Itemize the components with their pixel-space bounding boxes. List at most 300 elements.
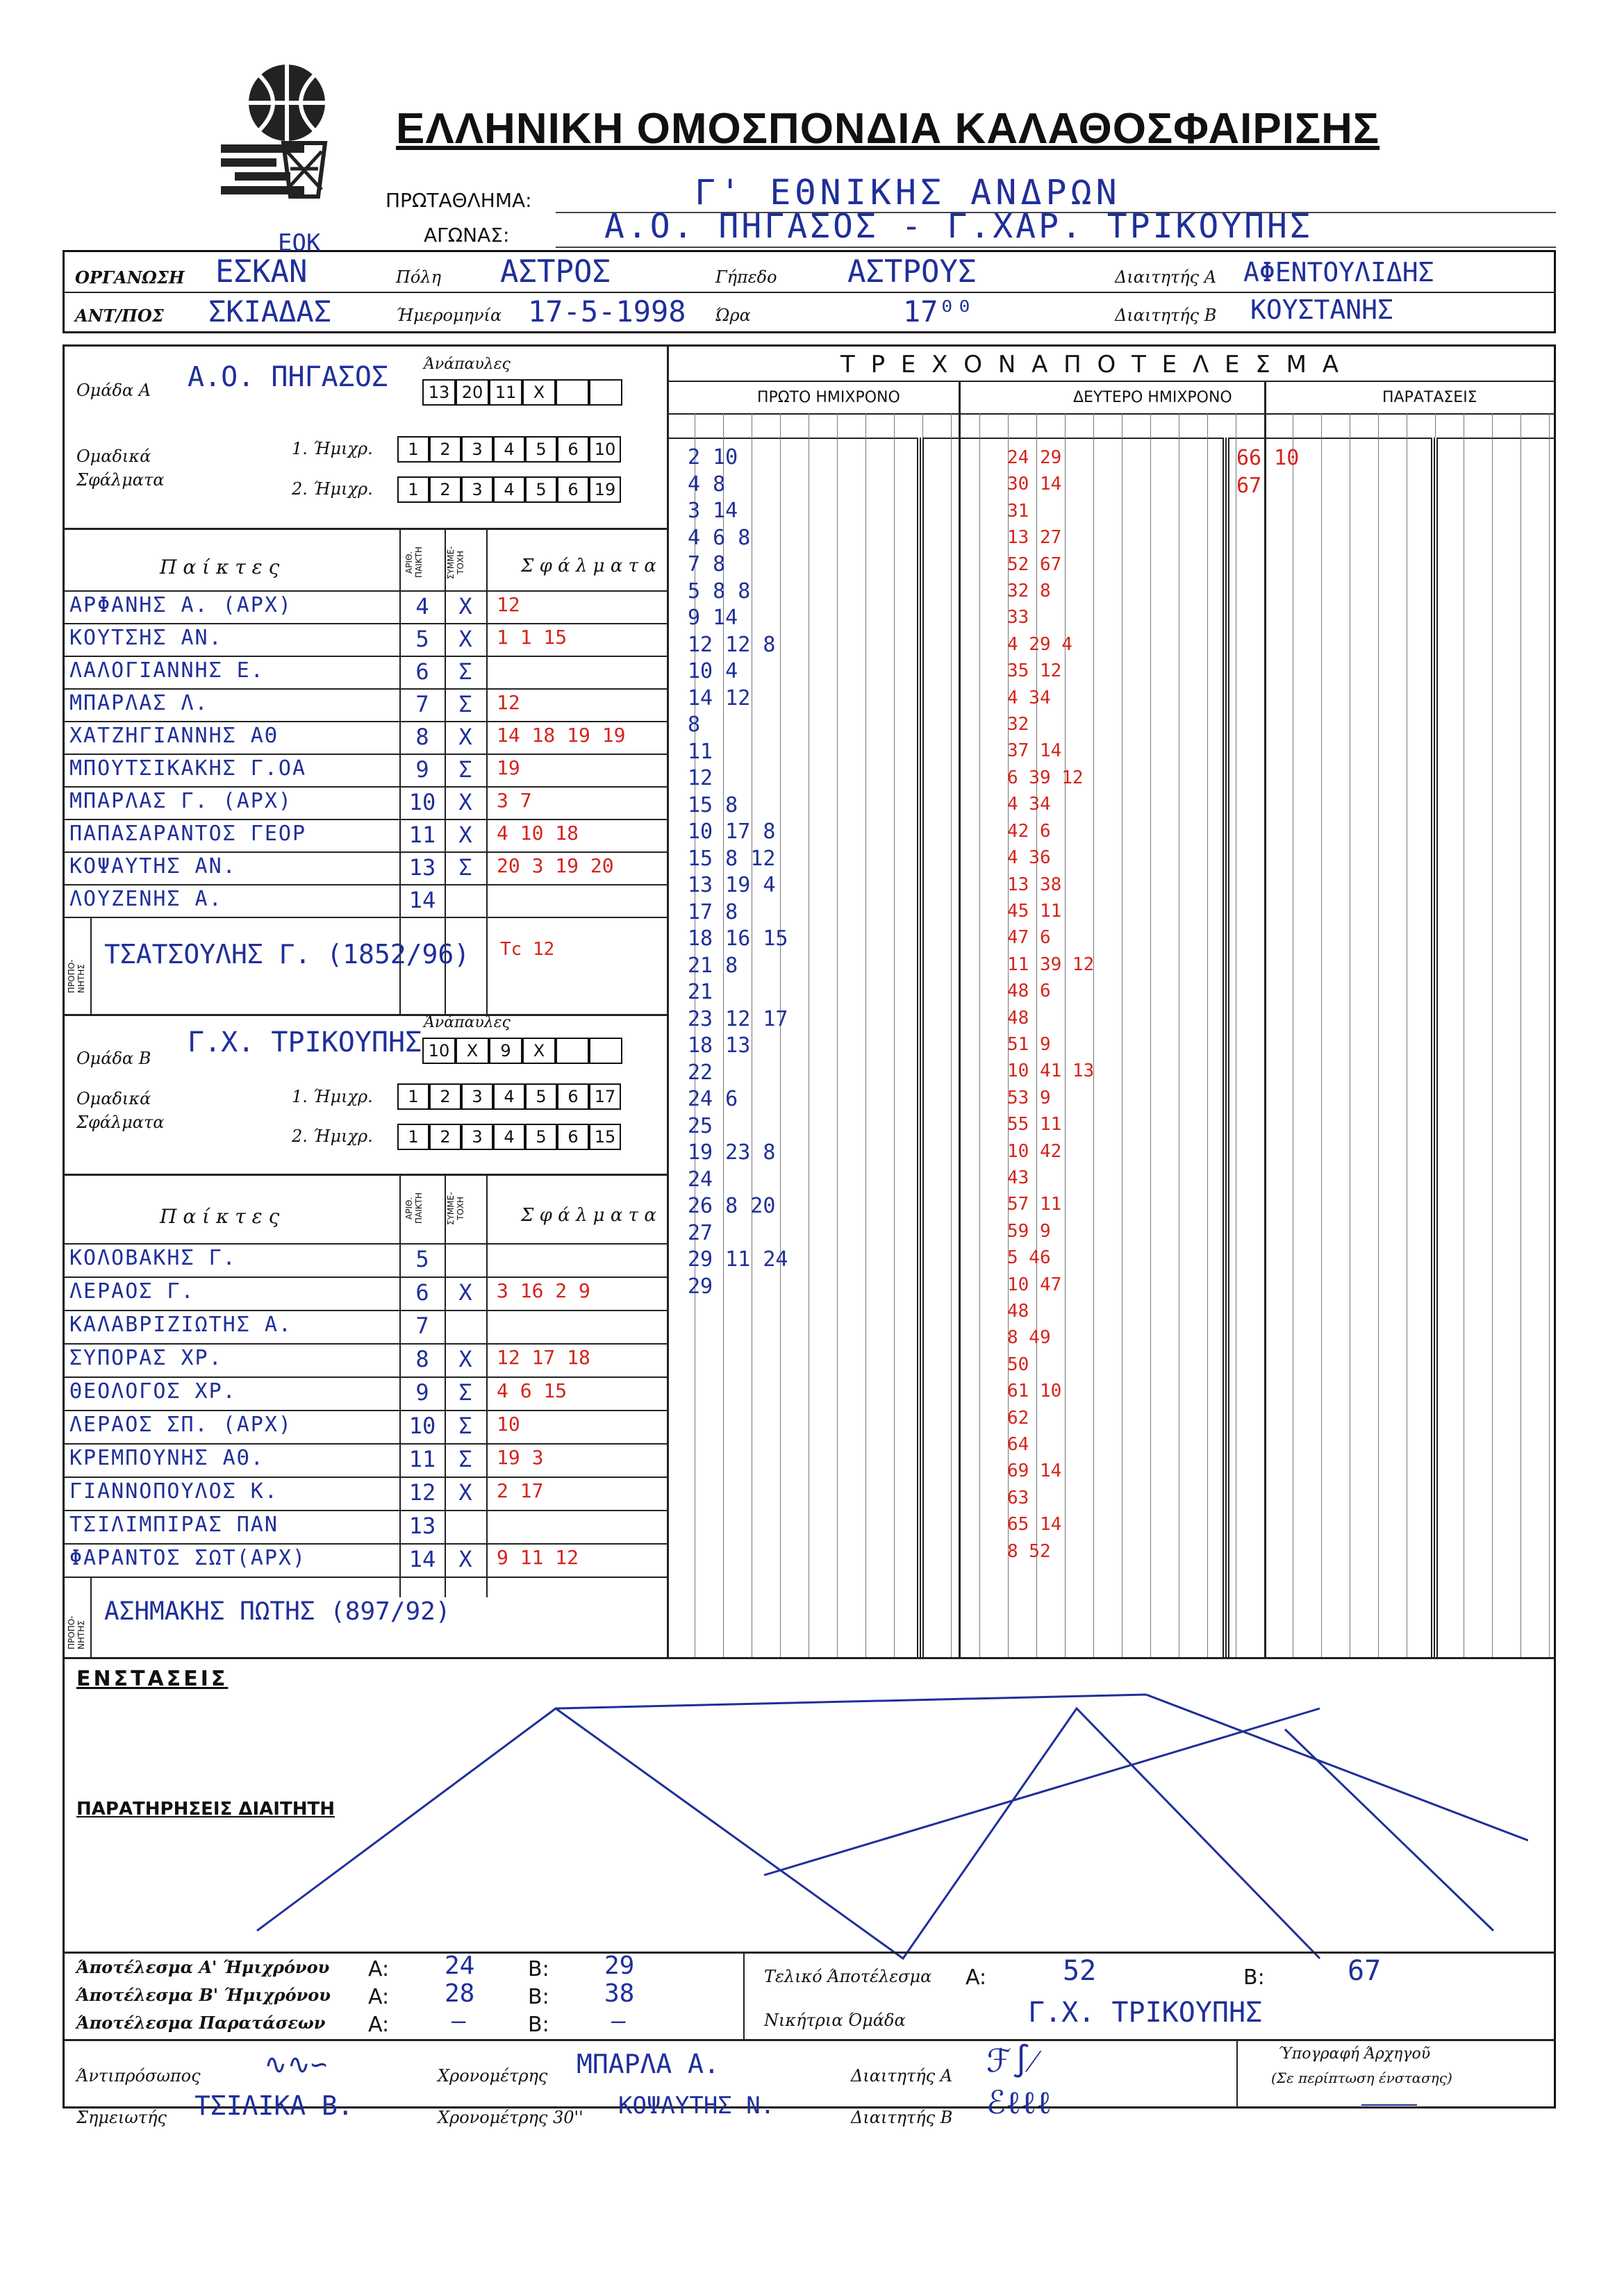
team-b-half1-label: 1. Ήμιχρ. xyxy=(292,1087,373,1106)
timer30-value: ΚΟΨΑΥΤΗΣ Ν. xyxy=(618,2092,775,2120)
cell: 9 xyxy=(489,1038,522,1064)
row-divider xyxy=(63,721,667,722)
ref-a-label: Διαιτητής A xyxy=(1115,267,1217,287)
cell: 11 xyxy=(489,379,522,406)
score-entry: 35 12 xyxy=(1007,660,1062,682)
half2-b-label: B: xyxy=(528,1985,549,2009)
overtime-header: ΠΑΡΑΤΑΣΕΙΣ xyxy=(1382,389,1477,406)
row-divider xyxy=(63,1410,667,1411)
score-entry: 17 8 xyxy=(688,899,738,924)
half-divider xyxy=(1264,381,1266,1657)
score-entry: 48 xyxy=(1007,1007,1029,1029)
score-entry: 62 xyxy=(1007,1407,1029,1429)
player-fouls: 12 17 18 xyxy=(497,1346,590,1369)
team-b-fouls-header: Σ φ ά λ μ α τ α xyxy=(521,1205,656,1226)
half2-result-label: Άποτέλεσμα Β' Ήμιχρόνου xyxy=(76,1985,331,2005)
team-a-half2-label: 2. Ήμιχρ. xyxy=(292,479,373,499)
grid-line xyxy=(979,413,980,1657)
player-participation: X xyxy=(458,724,472,750)
player-number: 14 xyxy=(408,887,436,913)
championship-label: ΠΡΩΤΑΘΛΗΜΑ: xyxy=(386,189,532,212)
score-entry: 10 4 xyxy=(688,659,738,683)
half1-a-label: A: xyxy=(368,1957,390,1981)
score-entry: 5 46 xyxy=(1007,1247,1051,1269)
team-a-half1-label: 1. Ήμιχρ. xyxy=(292,439,373,458)
score-entry: 47 6 xyxy=(1007,927,1051,949)
score-entry: 18 13 xyxy=(688,1033,751,1058)
captain-label: Ύπογραφή Άρχηγοῦ xyxy=(1278,2045,1431,2063)
score-entry: 29 11 24 xyxy=(688,1247,788,1272)
half1-b-value: 29 xyxy=(604,1952,635,1980)
score-entry: 53 9 xyxy=(1007,1087,1051,1108)
player-participation: X xyxy=(458,1479,472,1506)
ref-b-value: ΚΟΥΣΤΑΝΗΣ xyxy=(1250,294,1393,325)
player-name: ΦΑΡΑΝΤΟΣ ΣΩΤ(ΑΡΧ) xyxy=(69,1546,307,1570)
score-entry: 10 17 8 xyxy=(688,820,776,844)
cell: X xyxy=(522,1038,556,1064)
score-entry: 52 67 xyxy=(1007,554,1062,575)
team-b-team-fouls-label: Ομαδικά Σφάλματα xyxy=(76,1089,165,1132)
player-number: 12 xyxy=(408,1479,436,1506)
score-entry: 15 8 xyxy=(688,792,738,817)
score-entry: 7 8 xyxy=(688,552,726,576)
row-divider xyxy=(63,819,667,820)
score-entry: 8 49 xyxy=(1007,1327,1051,1349)
cell: 10 xyxy=(589,436,621,463)
player-fouls: 14 18 19 19 xyxy=(497,724,626,747)
cell: X xyxy=(456,1038,489,1064)
cell: 1 xyxy=(397,476,429,503)
player-number: 5 xyxy=(415,626,429,652)
player-name: ΜΠΑΡΛΑΣ Λ. xyxy=(69,691,209,715)
team-b-label: Ομάδα B xyxy=(76,1049,151,1068)
row-divider xyxy=(63,688,667,690)
score-entry: 23 12 17 xyxy=(688,1006,788,1031)
score-entry: 22 xyxy=(688,1060,713,1085)
ot-b-value: — xyxy=(611,2007,626,2035)
row-divider xyxy=(63,884,667,885)
team-a-part-header: ΣΥΜΜΕ-ΤΟΧΗ xyxy=(446,546,465,579)
score-entry: 37 14 xyxy=(1007,740,1062,762)
player-fouls: 12 xyxy=(497,593,520,616)
ot-result-label: Άποτέλεσμα Παρατάσεων xyxy=(76,2013,326,2033)
half1-a-value: 24 xyxy=(445,1952,475,1980)
federation-title: ΕΛΛΗΝΙΚΗ ΟΜΟΣΠΟΝΔΙΑ ΚΑΛΑΘΟΣΦΑΙΡΙΣΗΣ xyxy=(396,105,1380,153)
city-label: Πόλη xyxy=(396,267,441,287)
team-b-coach-label: ΠΡΟΠΟ-ΝΗΤΗΣ xyxy=(67,1615,86,1649)
row-divider xyxy=(63,851,667,853)
federation-logo xyxy=(221,61,339,200)
player-number: 11 xyxy=(408,822,436,848)
rep-signature: ∿∿∽ xyxy=(264,2049,328,2081)
winner-label: Νικήτρια Όμάδα xyxy=(764,2011,906,2030)
team-b-half2-label: 2. Ήμιχρ. xyxy=(292,1126,373,1146)
grid-line xyxy=(865,413,866,1657)
player-participation: X xyxy=(458,1346,472,1372)
player-participation: Σ xyxy=(458,1446,472,1472)
player-fouls: 3 16 2 9 xyxy=(497,1279,590,1302)
player-fouls: 3 7 xyxy=(497,789,532,812)
row-divider xyxy=(63,1443,667,1445)
player-number: 11 xyxy=(408,1446,436,1472)
org-note: ΕΟΚ xyxy=(278,229,321,257)
score-entry: 64 xyxy=(1007,1434,1029,1456)
score-entry: 4 34 xyxy=(1007,794,1051,815)
player-name: ΛΕΡΑΟΣ ΣΠ. (ΑΡΧ) xyxy=(69,1413,292,1437)
score-entry: 31 xyxy=(1007,500,1029,522)
grid-line xyxy=(1492,413,1493,1657)
score-entry: 14 12 xyxy=(688,685,751,710)
half1-b-label: B: xyxy=(528,1957,549,1981)
score-entry: 67 xyxy=(1236,474,1262,498)
cell: 4 xyxy=(493,436,525,463)
second-half-header: ΔΕΥΤΕΡΟ ΗΜΙΧΡΟΝΟ xyxy=(1073,389,1232,406)
row-divider xyxy=(63,786,667,788)
team-b-players-header: Π α ί κ τ ε ς xyxy=(160,1205,280,1228)
player-number: 4 xyxy=(415,593,429,619)
player-name: ΜΠΑΡΛΑΣ Γ. (ΑΡΧ) xyxy=(69,789,292,813)
player-participation: Σ xyxy=(458,691,472,717)
ref-b-label: Διαιτητής B xyxy=(1115,306,1217,325)
cell: 2 xyxy=(429,1083,461,1110)
cell: 2 xyxy=(429,1124,461,1150)
match-label: ΑΓΩΝΑΣ: xyxy=(424,224,510,247)
scorer-value: ΤΣΙΛΙΚΑ Β. xyxy=(194,2090,354,2121)
score-entry: 5 8 8 xyxy=(688,579,751,604)
score-entry: 10 41 13 xyxy=(1007,1060,1095,1082)
ref-a-signature: ℱ∫⁄ xyxy=(986,2042,1036,2079)
half2-a-label: A: xyxy=(368,1985,390,2009)
player-name: ΛΟΥΖΕΝΗΣ Α. xyxy=(69,887,223,911)
player-name: ΚΟΛΟΒΑΚΗΣ Γ. xyxy=(69,1246,237,1270)
match-value: Α.Ο. ΠΗΓΑΣΟΣ - Γ.ΧΑΡ. ΤΡΙΚΟΥΠΗΣ xyxy=(604,207,1313,246)
score-entry: 3 14 xyxy=(688,499,738,523)
score-entry: 10 42 xyxy=(1007,1140,1062,1162)
org-value: ΕΣΚΑΝ xyxy=(215,254,308,290)
cell: 3 xyxy=(461,1124,493,1150)
score-entry: 13 27 xyxy=(1007,527,1062,549)
org-label: ΟΡΓΑΝΩΣΗ xyxy=(75,267,185,288)
score-entry: 29 xyxy=(688,1274,713,1299)
row-divider xyxy=(63,1376,667,1378)
cell: 15 xyxy=(589,1124,621,1150)
final-a-label: A: xyxy=(966,1965,987,1990)
cell: 13 xyxy=(422,379,456,406)
score-entry: 24 29 xyxy=(1007,447,1062,468)
player-name: ΜΠΟΥΤΣΙΚΑΚΗΣ Γ.ΟΑ xyxy=(69,756,307,781)
player-number: 5 xyxy=(415,1246,429,1272)
player-participation: X xyxy=(458,822,472,848)
cell: 6 xyxy=(557,1124,589,1150)
score-entry: 4 8 xyxy=(688,472,726,497)
team-a-coach-fouls: Tc 12 xyxy=(500,939,555,960)
score-entry: 25 xyxy=(688,1113,713,1138)
cell: 2 xyxy=(429,436,461,463)
cell: 1 xyxy=(397,1124,429,1150)
player-name: ΚΡΕΜΠΟΥΝΗΣ ΑΘ. xyxy=(69,1446,265,1470)
score-entry: 10 47 xyxy=(1007,1274,1062,1295)
player-number: 8 xyxy=(415,724,429,750)
player-fouls: 19 xyxy=(497,756,520,779)
team-a-timeouts-label: Άνάπαυλες xyxy=(424,356,511,373)
player-number: 6 xyxy=(415,658,429,685)
ot-a-label: A: xyxy=(368,2013,390,2037)
team-a-fouls-header: Σ φ ά λ μ α τ α xyxy=(521,556,656,576)
team-a-label: Ομάδα A xyxy=(76,381,151,400)
team-b-name: Γ.Χ. ΤΡΙΚΟΥΠΗΣ xyxy=(188,1026,422,1058)
player-name: ΧΑΤΖΗΓΙΑΝΝΗΣ ΑΘ xyxy=(69,724,279,748)
court-value: ΑΣΤΡΟΥΣ xyxy=(847,254,977,290)
player-name: ΣΥΠΟΡΑΣ ΧΡ. xyxy=(69,1346,223,1370)
cell: 3 xyxy=(461,476,493,503)
grid-line xyxy=(1378,413,1379,1657)
overtime-entries xyxy=(1236,444,1334,500)
grid-line xyxy=(837,413,838,1657)
player-number: 7 xyxy=(415,1313,429,1339)
team-b-num-header: ΑΡΙΘ. ΠΑΙΚΤΗ xyxy=(404,1192,424,1224)
score-entry: 61 10 xyxy=(1007,1381,1062,1402)
cell: X xyxy=(522,379,556,406)
player-number: 6 xyxy=(415,1279,429,1306)
score-entry: 21 xyxy=(688,980,713,1004)
cell: 4 xyxy=(493,1124,525,1150)
separator-band xyxy=(1431,438,1438,1657)
separator-band xyxy=(1223,438,1229,1657)
score-entry: 48 6 xyxy=(1007,981,1051,1002)
separator-band xyxy=(917,438,924,1657)
second-half-entries xyxy=(1007,444,1209,1565)
cell: 5 xyxy=(525,436,557,463)
score-entry: 11 39 12 xyxy=(1007,954,1095,975)
player-participation: Σ xyxy=(458,1413,472,1439)
score-entry: 27 xyxy=(688,1220,713,1245)
row-divider xyxy=(63,754,667,755)
city-value: ΑΣΤΡΟΣ xyxy=(500,254,611,290)
score-entry: 13 38 xyxy=(1007,874,1062,895)
cell xyxy=(589,1038,622,1064)
time-label: Ώρα xyxy=(715,306,751,325)
team-b-timeouts-label: Άνάπαυλες xyxy=(424,1014,511,1031)
score-entry: 8 52 xyxy=(1007,1540,1051,1562)
winner-value: Γ.Χ. ΤΡΙΚΟΥΠΗΣ xyxy=(1028,1997,1263,2029)
row-divider xyxy=(63,1543,667,1545)
score-entry: 63 xyxy=(1007,1487,1029,1508)
score-entry: 18 16 15 xyxy=(688,926,788,951)
score-entry: 32 xyxy=(1007,714,1029,735)
referee-notes-label: ΠΑΡΑΤΗΡΗΣΕΙΣ ΔΙΑΙΤΗΤΗ xyxy=(76,1799,335,1820)
player-fouls: 12 xyxy=(497,691,520,714)
cell: 6 xyxy=(557,476,589,503)
score-entry: 48 xyxy=(1007,1301,1029,1322)
score-entry: 4 36 xyxy=(1007,847,1051,869)
player-number: 10 xyxy=(408,789,436,815)
team-b-part-header: ΣΥΜΜΕ-ΤΟΧΗ xyxy=(446,1192,465,1225)
score-entry: 4 34 xyxy=(1007,687,1051,708)
player-fouls: 4 10 18 xyxy=(497,822,579,845)
player-name: ΚΟΨΑΥΤΗΣ ΑΝ. xyxy=(69,854,237,879)
protests-strike-lines xyxy=(208,1667,1528,1979)
timer-label: Χρονομέτρης xyxy=(438,2066,548,2086)
half2-b-value: 38 xyxy=(604,1979,635,2008)
player-participation: X xyxy=(458,626,472,652)
row-divider xyxy=(63,1476,667,1478)
score-entry: 32 8 xyxy=(1007,581,1051,602)
row-divider xyxy=(63,1510,667,1511)
player-fouls: 1 1 15 xyxy=(497,626,567,649)
cell xyxy=(556,379,589,406)
rep-label: ΑΝΤ/ΠΟΣ xyxy=(75,306,164,326)
player-number: 13 xyxy=(408,1513,436,1539)
cell: 6 xyxy=(557,436,589,463)
team-a-name: Α.Ο. ΠΗΓΑΣΟΣ xyxy=(188,361,388,393)
cell: 3 xyxy=(461,436,493,463)
cell: 4 xyxy=(493,1083,525,1110)
grid-line xyxy=(951,413,952,1657)
score-entry: 57 11 xyxy=(1007,1194,1062,1215)
protests-label: ΕΝΣΤΑΣΕΙΣ xyxy=(76,1667,229,1691)
player-number: 9 xyxy=(415,756,429,783)
grid-line xyxy=(1549,413,1550,1657)
score-entry: 21 8 xyxy=(688,953,738,978)
score-entry: 66 10 xyxy=(1236,446,1300,470)
player-name: ΛΑΛΟΓΙΑΝΝΗΣ Ε. xyxy=(69,658,265,683)
row-divider xyxy=(63,623,667,624)
row-divider xyxy=(63,1276,667,1278)
player-participation: X xyxy=(458,1279,472,1306)
player-fouls: 4 6 15 xyxy=(497,1379,567,1402)
row-divider xyxy=(63,1343,667,1345)
championship-value: Γ' ΕΘΝΙΚΗΣ ΑΝΔΡΩΝ xyxy=(695,172,1121,213)
ot-b-label: B: xyxy=(528,2013,549,2037)
score-entry: 24 6 xyxy=(688,1087,738,1111)
player-participation: Σ xyxy=(458,658,472,685)
score-entry: 4 6 8 xyxy=(688,525,751,550)
score-entry: 24 xyxy=(688,1167,713,1192)
score-entry: 65 14 xyxy=(1007,1514,1062,1536)
player-number: 14 xyxy=(408,1546,436,1572)
player-participation: X xyxy=(458,593,472,619)
player-number: 10 xyxy=(408,1413,436,1439)
player-name: ΚΟΥΤΣΗΣ ΑΝ. xyxy=(69,626,223,650)
score-entry: 12 xyxy=(688,766,713,790)
cell: 20 xyxy=(456,379,489,406)
ref-b-signature: ℰℓℓℓ xyxy=(986,2083,1052,2121)
player-name: ΚΑΛΑΒΡΙΖΙΩΤΗΣ Α. xyxy=(69,1313,292,1337)
final-result-label: Τελικό Άποτέλεσμα xyxy=(764,1967,932,1986)
cell xyxy=(589,379,622,406)
score-entry: 55 11 xyxy=(1007,1114,1062,1135)
timer30-label: Χρονομέτρης 30'' xyxy=(438,2108,583,2127)
cell: 5 xyxy=(525,1124,557,1150)
date-value: 17-5-1998 xyxy=(528,294,686,328)
scorer-label: Σημειωτής xyxy=(76,2108,167,2127)
ot-a-value: — xyxy=(451,2007,466,2035)
player-participation: X xyxy=(458,789,472,815)
score-entry: 19 23 8 xyxy=(688,1140,776,1165)
player-name: ΑΡΦΑΝΗΣ Α. (ΑΡΧ) xyxy=(69,593,292,617)
half2-a-value: 28 xyxy=(445,1979,475,2008)
score-entry: 13 19 4 xyxy=(688,873,776,897)
final-b-value: 67 xyxy=(1348,1955,1382,1987)
final-b-label: B: xyxy=(1243,1965,1265,1990)
sig-ref-a-label: Διαιτητής A xyxy=(851,2066,953,2086)
team-a-coach-label: ΠΡΟΠΟ-ΝΗΤΗΣ xyxy=(67,959,86,993)
cell: 1 xyxy=(397,1083,429,1110)
player-number: 8 xyxy=(415,1346,429,1372)
score-entry: 51 9 xyxy=(1007,1033,1051,1055)
player-name: ΓΙΑΝΝΟΠΟΥΛΟΣ Κ. xyxy=(69,1479,279,1504)
half1-result-label: Άποτέλεσμα Α' Ήμιχρόνου xyxy=(76,1957,330,1977)
player-participation: X xyxy=(458,1546,472,1572)
player-name: ΤΣΙΛΙΜΠΙΡΑΣ ΠΑΝ xyxy=(69,1513,279,1537)
player-name: ΘΕΟΛΟΓΟΣ ΧΡ. xyxy=(69,1379,237,1404)
score-entry: 2 10 xyxy=(688,445,738,469)
player-name: ΛΕΡΑΟΣ Γ. xyxy=(69,1279,195,1304)
cell: 2 xyxy=(429,476,461,503)
player-fouls: 19 3 xyxy=(497,1446,544,1469)
player-fouls: 10 xyxy=(497,1413,520,1436)
half-divider xyxy=(959,381,961,1657)
cell: 10 xyxy=(422,1038,456,1064)
score-entry: 4 29 4 xyxy=(1007,633,1072,655)
player-participation: Σ xyxy=(458,854,472,881)
score-entry: 42 6 xyxy=(1007,820,1051,842)
score-entry: 69 14 xyxy=(1007,1461,1062,1482)
rep-signature-label: Άντιπρόσωπος xyxy=(76,2066,201,2086)
player-number: 13 xyxy=(408,854,436,881)
score-entry: 33 xyxy=(1007,607,1029,629)
team-a-num-header: ΑΡΙΘ. ΠΑΙΚΤΗ xyxy=(404,547,424,579)
player-fouls: 2 17 xyxy=(497,1479,544,1502)
cell: 6 xyxy=(557,1083,589,1110)
court-label: Γήπεδο xyxy=(715,267,777,287)
cell: 4 xyxy=(493,476,525,503)
player-number: 9 xyxy=(415,1379,429,1406)
player-number: 7 xyxy=(415,691,429,717)
time-value: 17⁰⁰ xyxy=(903,294,974,328)
cell: 17 xyxy=(589,1083,621,1110)
rep-value: ΣΚΙΑΔΑΣ xyxy=(208,294,332,328)
final-a-value: 52 xyxy=(1063,1955,1097,1987)
cell: 5 xyxy=(525,1083,557,1110)
player-name: ΠΑΠΑΣΑΡΑΝΤΟΣ ΓΕΟΡ xyxy=(69,822,307,846)
timer-value: ΜΠΑΡΛΑ Α. xyxy=(577,2049,720,2079)
score-entry: 9 14 xyxy=(688,606,738,630)
player-fouls: 20 3 19 20 xyxy=(497,854,614,877)
cell: 1 xyxy=(397,436,429,463)
sig-ref-b-label: Διαιτητής B xyxy=(851,2108,953,2127)
score-entry: 30 14 xyxy=(1007,474,1062,495)
row-divider xyxy=(63,656,667,657)
left-right-divider xyxy=(667,344,669,1657)
score-entry: 26 8 20 xyxy=(688,1194,776,1218)
cell: 19 xyxy=(589,476,621,503)
running-score-title: Τ Ρ Ε Χ Ο Ν Α Π Ο Τ Ε Λ Ε Σ Μ Α xyxy=(840,351,1343,378)
grid-line xyxy=(894,413,895,1657)
cell xyxy=(556,1038,589,1064)
score-entry: 15 8 12 xyxy=(688,846,776,871)
score-entry: 59 9 xyxy=(1007,1220,1051,1242)
first-half-header: ΠΡΩΤΟ ΗΜΙΧΡΟΝΟ xyxy=(757,389,900,406)
score-entry: 45 11 xyxy=(1007,900,1062,922)
first-half-entries xyxy=(688,444,820,1300)
score-entry: 43 xyxy=(1007,1167,1029,1188)
player-participation: Σ xyxy=(458,1379,472,1406)
score-entry: 6 39 12 xyxy=(1007,767,1084,788)
captain-note: (Σε περίπτωση ένστασης) xyxy=(1271,2070,1452,2086)
cell: 3 xyxy=(461,1083,493,1110)
score-entry: 11 xyxy=(688,739,713,764)
